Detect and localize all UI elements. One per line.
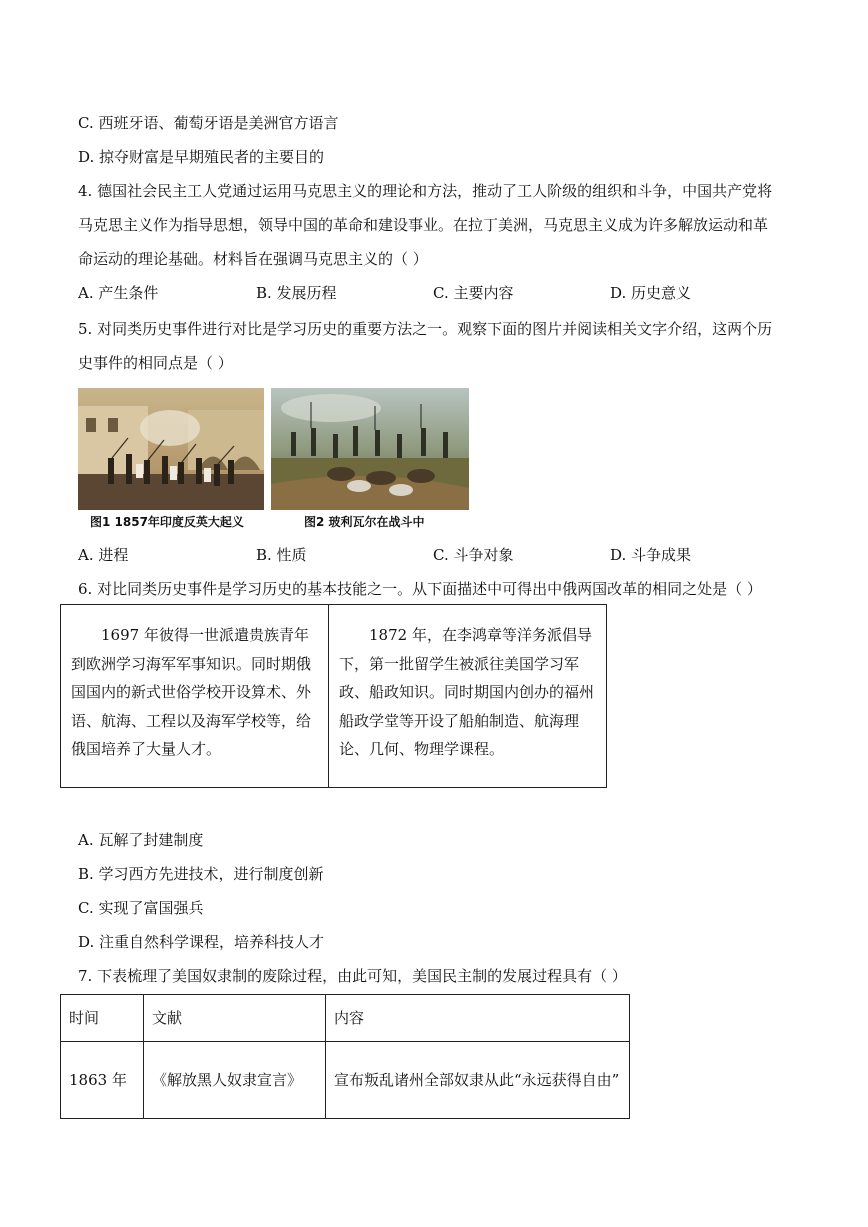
row-time: 1863 年 bbox=[61, 1042, 144, 1119]
header-content: 内容 bbox=[326, 995, 630, 1042]
q5-option-a: A. 进程 bbox=[78, 546, 129, 564]
q6-comparison-table bbox=[60, 604, 607, 788]
table-header-row bbox=[61, 995, 630, 1042]
q7-stem: 7. 下表梳理了美国奴隶制的废除过程，由此可知，美国民主制的发展过程具有（ ） bbox=[78, 967, 627, 985]
figure-1-caption: 图1 1857年印度反英大起义 bbox=[90, 515, 244, 529]
figure-1-indian-rebellion-image bbox=[78, 388, 264, 510]
q6-china-text: 1872 年，在李鸿章等洋务派倡导下，第一批留学生被派往美国学习军政、船政知识。同时期国内创办的福州船政学堂等开设了船舶制造、航海理论、几何、物理学课程。 bbox=[339, 626, 595, 758]
header-time: 时间 bbox=[61, 995, 144, 1042]
table-row bbox=[61, 1042, 630, 1119]
figure-2-caption: 图2 玻利瓦尔在战斗中 bbox=[304, 515, 425, 529]
q5-options bbox=[78, 545, 798, 565]
row-content: 宣布叛乱诸州全部奴隶从此“永远获得自由” bbox=[326, 1042, 630, 1119]
q7-slavery-abolition-table bbox=[60, 994, 630, 1119]
q4-option-b: B. 发展历程 bbox=[256, 284, 337, 302]
q4-stem-line-3: 命运动的理论基础。材料旨在强调马克思主义的（ ） bbox=[78, 250, 428, 268]
q6-russia-cell bbox=[61, 605, 329, 788]
q6-option-b: B. 学习西方先进技术，进行制度创新 bbox=[78, 865, 324, 883]
row-document: 《解放黑人奴隶宣言》 bbox=[144, 1042, 326, 1119]
q5-stem-line-1: 5. 对同类历史事件进行对比是学习历史的重要方法之一。观察下面的图片并阅读相关文字介绍，这两个历 bbox=[78, 320, 773, 338]
header-document: 文献 bbox=[144, 995, 326, 1042]
q5-stem-line-2: 史事件的相同点是（ ） bbox=[78, 354, 233, 372]
q5-option-d: D. 斗争成果 bbox=[610, 546, 692, 564]
q4-stem-line-1: 4. 德国社会民主工人党通过运用马克思主义的理论和方法，推动了工人阶级的组织和斗争，中国共产党将 bbox=[78, 182, 773, 200]
q5-option-b: B. 性质 bbox=[256, 546, 307, 564]
q4-option-d: D. 历史意义 bbox=[610, 284, 692, 302]
q4-option-c: C. 主要内容 bbox=[433, 284, 514, 302]
q4-option-a: A. 产生条件 bbox=[78, 284, 159, 302]
q3-option-c: C. 西班牙语、葡萄牙语是美洲官方语言 bbox=[78, 114, 339, 132]
figure-2-bolivar-battle-image bbox=[271, 388, 469, 510]
q3-option-d: D. 掠夺财富是早期殖民者的主要目的 bbox=[78, 148, 325, 166]
q6-russia-text: 1697 年彼得一世派遣贵族青年到欧洲学习海军军事知识。同时期俄国国内的新式世俗学校开设算术、外语、航海、工程以及海军学校等，给俄国培养了大量人才。 bbox=[71, 626, 312, 758]
q6-option-a: A. 瓦解了封建制度 bbox=[78, 831, 204, 849]
q6-stem: 6. 对比同类历史事件是学习历史的基本技能之一。从下面描述中可得出中俄两国改革的相同之处是（ ） bbox=[78, 580, 762, 598]
q6-option-d: D. 注重自然科学课程，培养科技人才 bbox=[78, 933, 325, 951]
q4-options bbox=[78, 283, 798, 303]
q4-stem-line-2: 马克思主义作为指导思想，领导中国的革命和建设事业。在拉丁美洲，马克思主义成为许多解放运动和革 bbox=[78, 216, 769, 234]
q6-option-c: C. 实现了富国强兵 bbox=[78, 899, 204, 917]
q6-china-cell bbox=[329, 605, 607, 788]
q5-option-c: C. 斗争对象 bbox=[433, 546, 514, 564]
